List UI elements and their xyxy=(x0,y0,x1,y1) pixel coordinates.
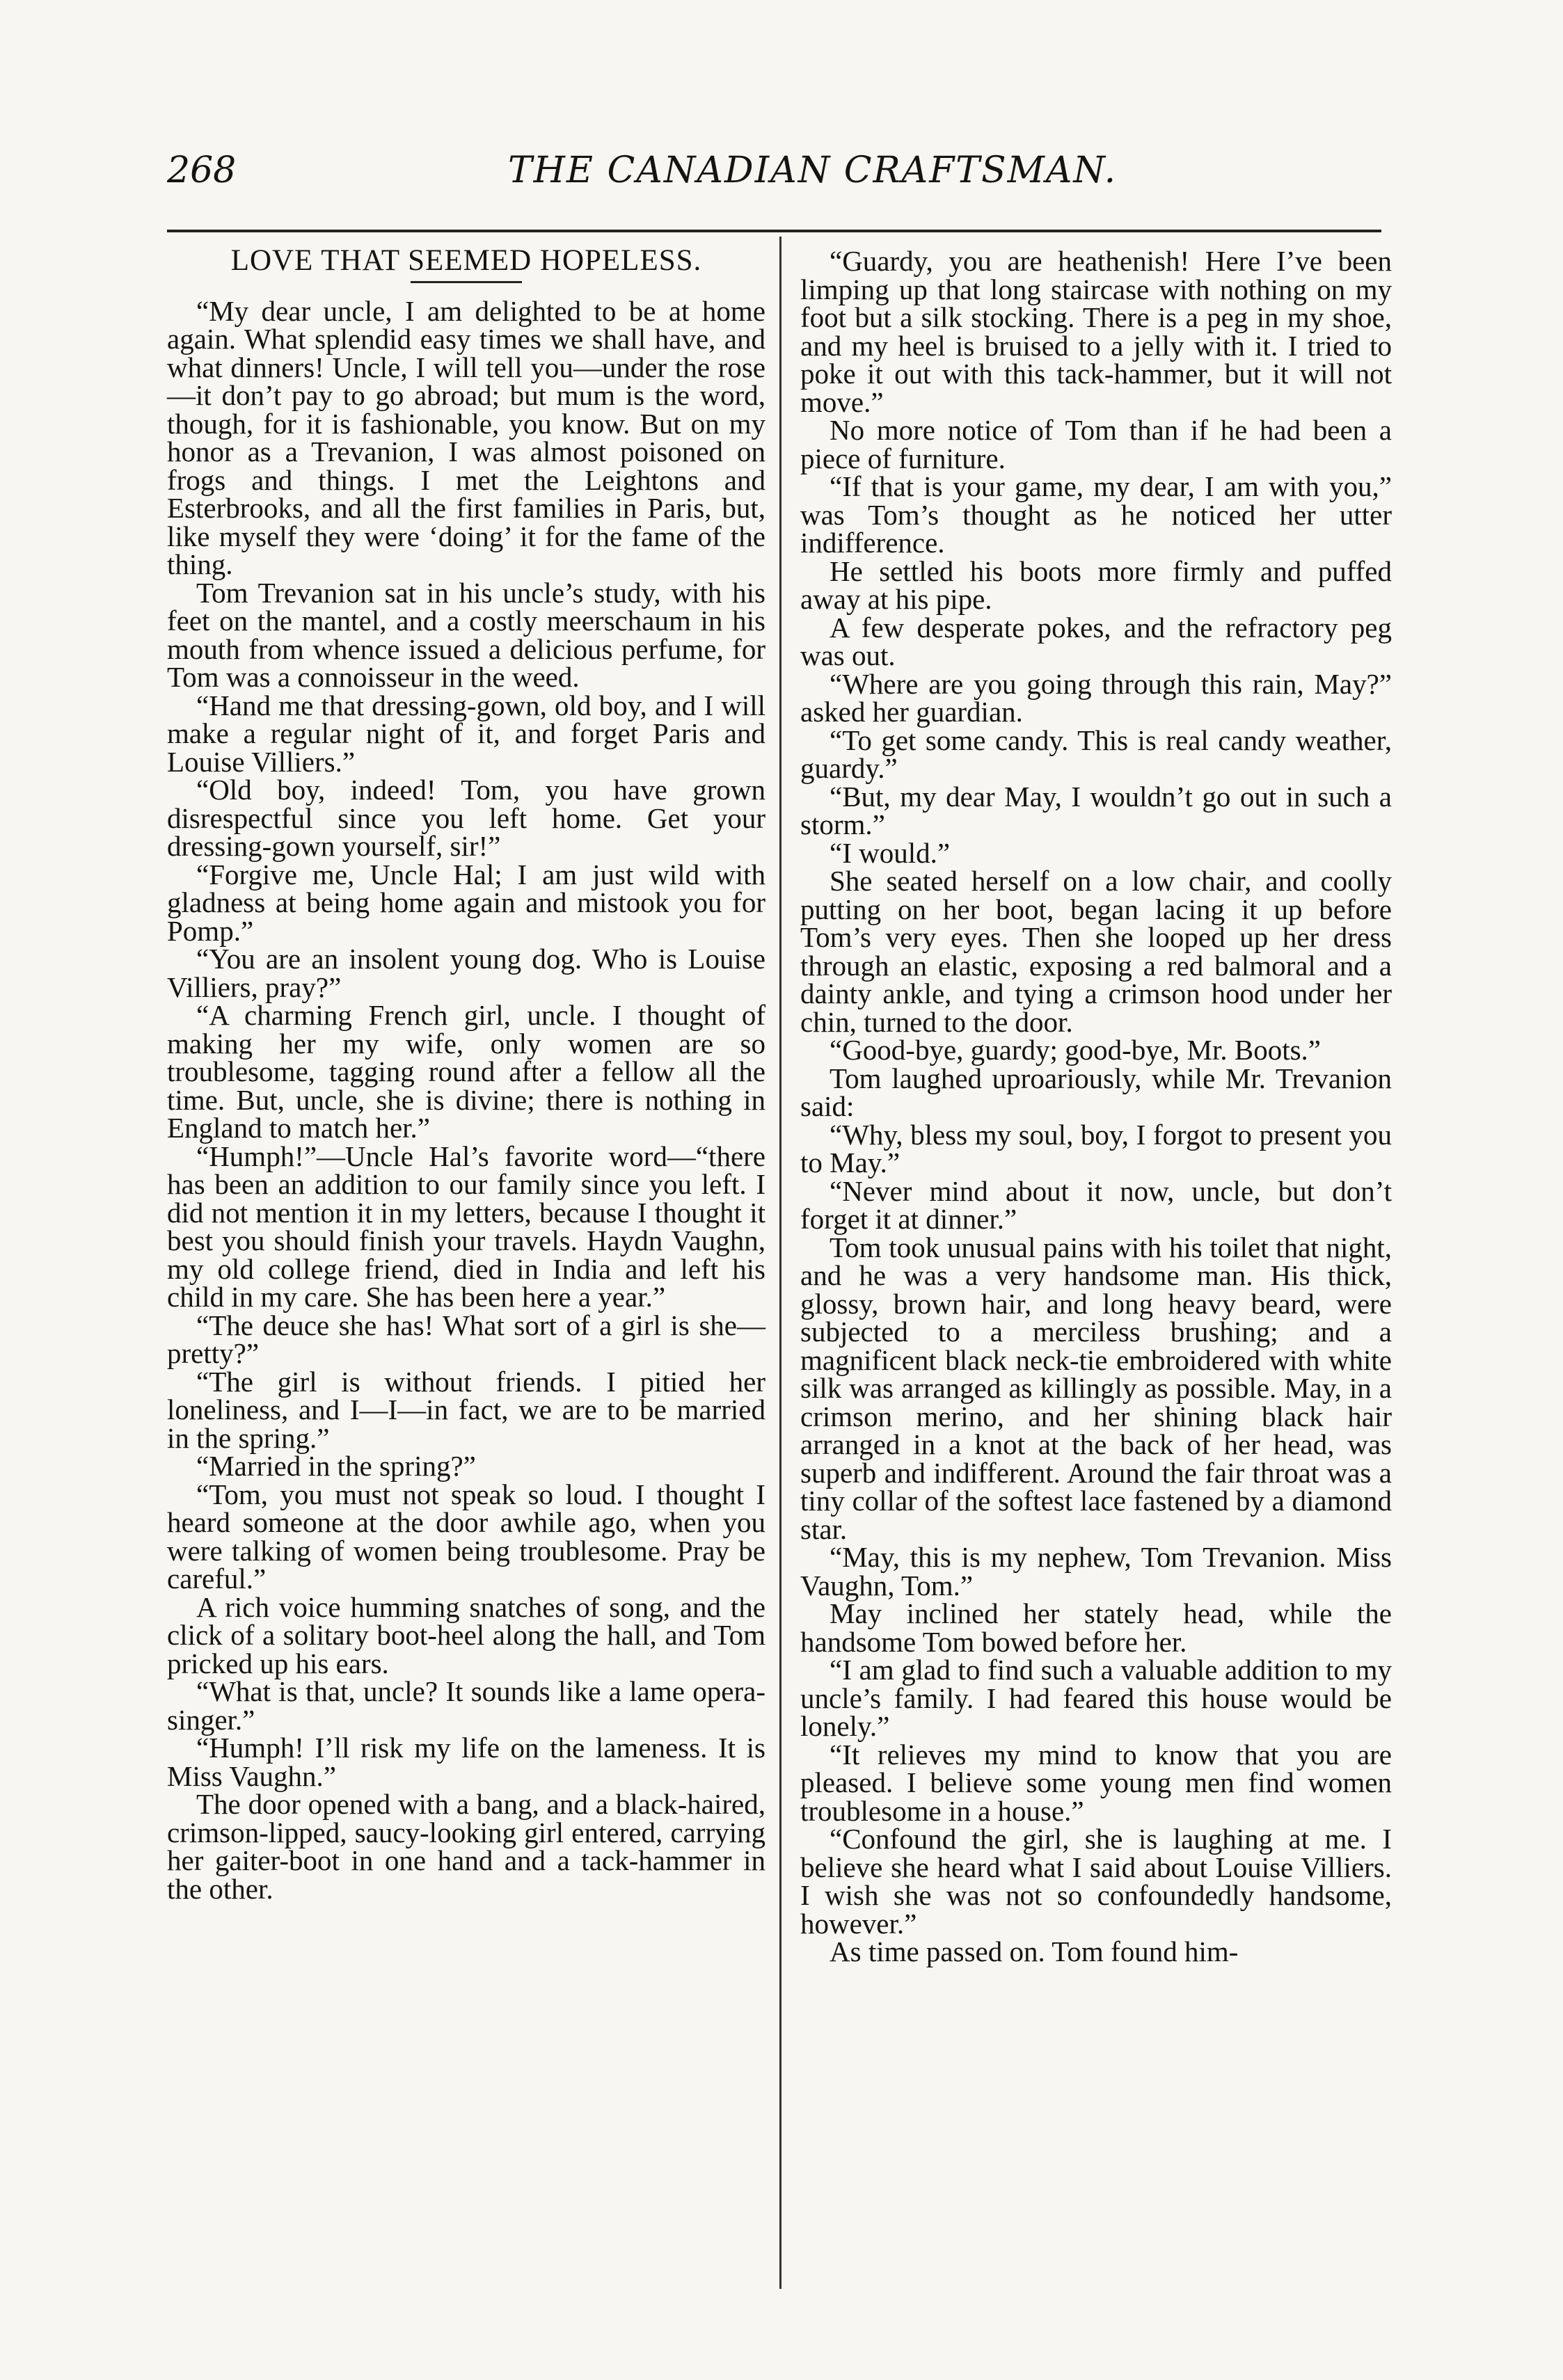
paragraph: “Old boy, indeed! Tom, you have grown disrespectful since you left home. Get your dressing-gown yourself, sir!” xyxy=(167,774,765,862)
paragraph: Tom Trevanion sat in his uncle’s study, with his feet on the mantel, and a costly meerschaum in his mouth from whence issued a delicious perfume, for Tom was a connoisseur in the weed. xyxy=(167,576,765,693)
header-rule xyxy=(167,230,1381,232)
paragraph: The door opened with a bang, and a black-haired, crimson-lipped, saucy-looking girl entered, carrying her gaiter-boot in one hand and a tack-hammer in the other. xyxy=(167,1788,765,1905)
paragraph: “Humph!”—Uncle Hal’s favorite word—“there has been an addition to our family since you left. I did not mention it in my letters, because I thought it best you should finish your travels. Haydn Vaughn, my old college friend, died in India and left his child in my care. She has been here a year.” xyxy=(167,1140,765,1313)
paragraph: “Forgive me, Uncle Hal; I am just wild with gladness at being home again and mistook you for Pomp.” xyxy=(167,858,765,947)
paragraph: “May, this is my nephew, Tom Trevanion. Miss Vaughn, Tom.” xyxy=(800,1541,1392,1602)
paragraph: “It relieves my mind to know that you are pleased. I believe some young men find women troublesome in a house.” xyxy=(800,1738,1392,1827)
paragraph: “Confound the girl, she is laughing at me. I believe she heard what I said about Louise Villiers. I wish she was not so confoundedly handsome, however.” xyxy=(800,1823,1392,1940)
paragraph: “Never mind about it now, uncle, but don’t forget it at dinner.” xyxy=(800,1174,1392,1235)
right-column-body xyxy=(800,247,1392,1966)
paragraph: “To get some candy. This is real candy weather, guardy.” xyxy=(800,724,1392,784)
right-column xyxy=(800,247,1392,1966)
paragraph: May inclined her stately head, while the handsome Tom bowed before her. xyxy=(800,1597,1392,1658)
paragraph: “What is that, uncle? It sounds like a lame opera-singer.” xyxy=(167,1675,765,1736)
heading-rule xyxy=(411,281,522,283)
article-heading: LOVE THAT SEEMED HOPELESS. xyxy=(230,244,702,277)
paragraph: “Why, bless my soul, boy, I forgot to present you to May.” xyxy=(800,1118,1392,1179)
paragraph: “Good-bye, guardy; good-bye, Mr. Boots.” xyxy=(830,1034,1321,1066)
paragraph: She seated herself on a low chair, and coolly putting on her boot, began lacing it up before Tom’s very eyes. Then she looped up her dress through an elastic, exposing a red balmoral and a dainty ankle, and tying a crimson hood under her chin, turned to the door. xyxy=(800,865,1392,1038)
page-number: 268 xyxy=(167,150,237,191)
left-column xyxy=(167,244,765,1905)
paragraph: “My dear uncle, I am delighted to be at home again. What splendid easy times we shall have, and what dinners! Uncle, I will tell you—under the rose—it don’t pay to go abroad; but mum is the word, though, for it is fashionable, you know. But on my honor as a Trevanion, I was almost poisoned on frogs and things. I met the Leightons and Esterbrooks, and all the first families in Paris, but, like myself they were ‘doing’ it for the fame of the thing. xyxy=(167,294,765,580)
paragraph: “A charming French girl, uncle. I thought of making her my wife, only women are so troublesome, tagging round after a fellow all the time. But, uncle, she is divine; there is nothing in England to match her.” xyxy=(167,999,765,1144)
paragraph: “Tom, you must not speak so loud. I thought I heard someone at the door awhile ago, when you were talking of women being troublesome. Pray be careful.” xyxy=(167,1478,765,1595)
paragraph: Tom laughed uproariously, while Mr. Trevanion said: xyxy=(800,1062,1392,1122)
paragraph: No more notice of Tom than if he had been a piece of furniture. xyxy=(800,414,1392,474)
left-column-body xyxy=(167,294,765,1905)
paragraph: A few desperate pokes, and the refractory peg was out. xyxy=(800,611,1392,671)
paragraph: “Guardy, you are heathenish! Here I’ve been limping up that long staircase with nothing on my foot but a silk stocking. There is a peg in my shoe, and my heel is bruised to a jelly with it. I tried to poke it out with this tack-hammer, but it will not move.” xyxy=(800,245,1392,418)
publication-title: THE CANADIAN CRAFTSMAN. xyxy=(508,150,1118,191)
paragraph: “The deuce she has! What sort of a girl is she—pretty?” xyxy=(167,1309,765,1369)
paragraph: As time passed on. Tom found him- xyxy=(830,1935,1239,1967)
paragraph: “You are an insolent young dog. Who is Louise Villiers, pray?” xyxy=(167,943,765,1003)
paragraph: “Married in the spring?” xyxy=(196,1450,476,1482)
paragraph: A rich voice humming snatches of song, and the click of a solitary boot-heel along the hall, and Tom pricked up his ears. xyxy=(167,1590,765,1679)
paragraph: “Where are you going through this rain, May?” asked her guardian. xyxy=(800,667,1392,728)
paragraph: Tom took unusual pains with his toilet that night, and he was a very handsome man. His thick, glossy, brown hair, and long heavy beard, were subjected to a merciless brushing; and a magnificent black neck-tie embroidered with white silk was arranged as killingly as possible. May, in a crimson merino, and her shining black hair arranged in a knot at the back of her head, was superb and indifferent. Around the fair throat was a tiny collar of the softest lace fastened by a diamond star. xyxy=(800,1231,1392,1545)
paragraph: “Hand me that dressing-gown, old boy, and I will make a regular night of it, and forget Paris and Louise Villiers.” xyxy=(167,689,765,778)
paragraph: “Humph! I’ll risk my life on the lameness. It is Miss Vaughn.” xyxy=(167,1732,765,1792)
paragraph: “The girl is without friends. I pitied her loneliness, and I—I—in fact, we are to be married in the spring.” xyxy=(167,1365,765,1454)
column-divider xyxy=(779,237,781,2289)
paragraph: “I am glad to find such a valuable addition to my uncle’s family. I had feared this house would be lonely.” xyxy=(800,1654,1392,1742)
paragraph: “If that is your game, my dear, I am with you,” was Tom’s thought as he noticed her utter indifference. xyxy=(800,470,1392,559)
page-header xyxy=(167,150,1267,205)
paragraph: He settled his boots more firmly and puffed away at his pipe. xyxy=(800,554,1392,615)
paragraph: “But, my dear May, I wouldn’t go out in such a storm.” xyxy=(800,780,1392,840)
paragraph: “I would.” xyxy=(830,836,951,869)
